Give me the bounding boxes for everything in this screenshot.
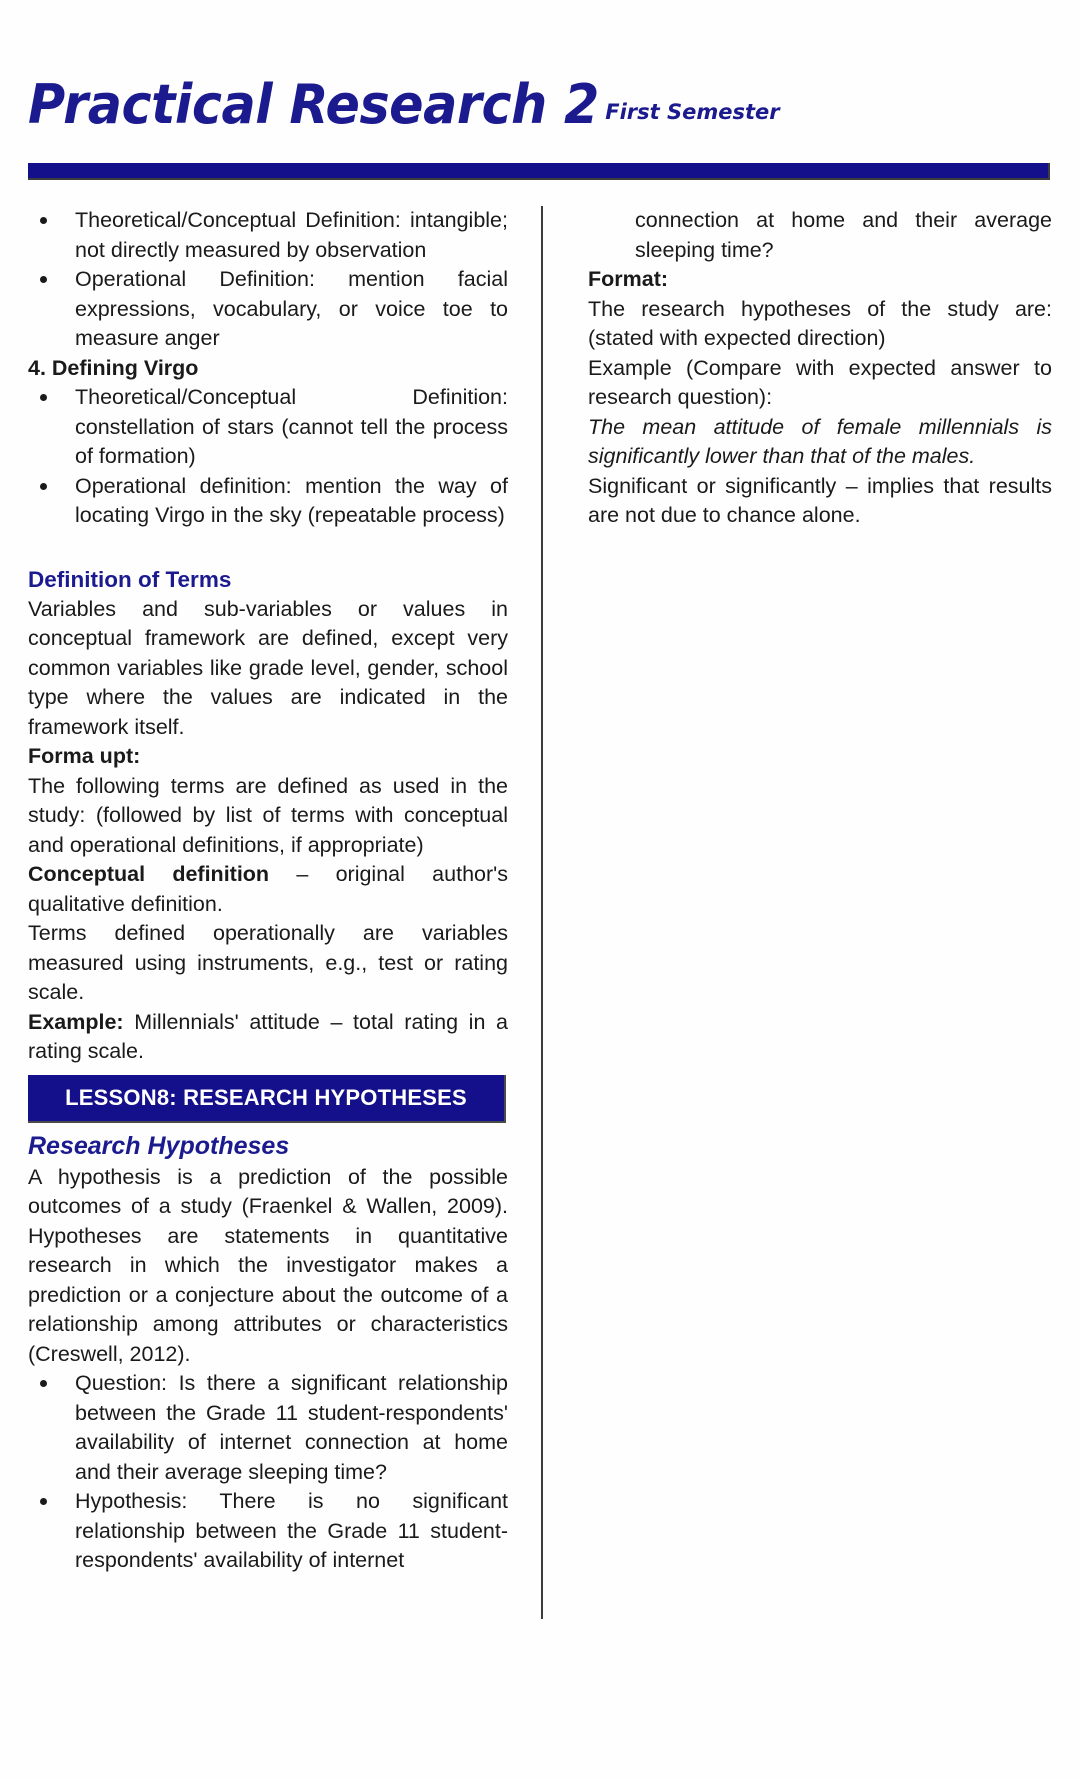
list-item [28, 472, 508, 531]
paragraph-definition-of-terms: Variables and sub-variables or values in conceptual framework are defined, except very common variables like grade level, gender, school type where the values are indicated in the framework itself. [28, 596, 508, 739]
paragraph-format-body: The following terms are defined as used in the study: (followed by list of terms with conceptual and operational definitions, if appropriate) [28, 773, 508, 857]
bullet-text: Theoretical/Conceptual Definition: constellation of stars (cannot tell the process of formation) [75, 385, 508, 468]
label-format: Forma upt: [28, 744, 141, 768]
text-example-rest: Millennials' attitude – total rating in a rating scale. [28, 1009, 508, 1063]
paragraph-continuation: connection at home and their average sleeping time? [635, 208, 1052, 262]
spacer [28, 531, 508, 565]
list-item [28, 206, 508, 265]
paragraph-format-right: The research hypotheses of the study are: (stated with expected direction) [588, 296, 1052, 350]
lesson-banner [28, 1075, 506, 1123]
bullet-text: Hypothesis: There is no significant relationship between the Grade 11 student-respondents' availability of internet [75, 1489, 508, 1572]
heading-defining-virgo: 4. Defining Virgo [28, 355, 199, 380]
bullet-dot-icon [40, 1498, 47, 1505]
bullet-text: Operational definition: mention the way of locating Virgo in the sky (repeatable process) [75, 473, 508, 527]
paragraph-conceptual-definition [28, 860, 508, 919]
lesson-banner-label: LESSON8: RESEARCH HYPOTHESES [65, 1084, 467, 1110]
paragraph-example [28, 1008, 508, 1067]
bullet-list-virgo [28, 383, 508, 531]
paragraph-operational-terms: Terms defined operationally are variables measured using instruments, e.g., test or rating scale. [28, 921, 508, 1004]
label-format-right: Format: [588, 267, 669, 291]
left-column [28, 206, 508, 1576]
section-heading-definition-of-terms: Definition of Terms [28, 566, 232, 592]
bullet-text: Question: Is there a significant relationship between the Grade 11 student-respondents' availability of internet connection at home and their average sleeping time? [75, 1371, 508, 1484]
bullet-dot-icon [40, 483, 47, 490]
bullet-dot-icon [40, 276, 47, 283]
bullet-text: Theoretical/Conceptual Definition: intangible; not directly measured by observation [75, 208, 508, 262]
bullet-list-question-hypothesis [28, 1369, 508, 1576]
section-heading-research-hypotheses: Research Hypotheses [28, 1131, 290, 1160]
paragraph-example-italic: The mean attitude of female millennials is significantly lower than that of the males. [588, 414, 1052, 468]
masthead [28, 73, 1052, 154]
list-item [28, 265, 508, 354]
list-item [28, 1487, 508, 1576]
bullet-dot-icon [40, 1380, 47, 1387]
paragraph-example-prompt: Example (Compare with expected answer to research question): [588, 355, 1052, 409]
list-item [28, 383, 508, 472]
two-column-body [0, 206, 1080, 1646]
column-divider [541, 206, 543, 1619]
bullet-list-definitions-top [28, 206, 508, 354]
masthead-subtitle: First Semester [605, 100, 780, 124]
paragraph-research-hypotheses: A hypothesis is a prediction of the possible outcomes of a study (Fraenkel & Wallen, 2009). Hypotheses are statements in quantitative research in which the investigator makes a prediction or a conjecture about the outcome of a relationship among attributes or characteristics (Creswell, 2012). [28, 1164, 508, 1366]
label-example: Example: [28, 1009, 124, 1034]
masthead-rule [28, 163, 1050, 180]
bullet-text: Operational Definition: mention facial expressions, vocabulary, or voice toe to measure anger [75, 267, 508, 350]
bullet-dot-icon [40, 394, 47, 401]
list-item [28, 1369, 508, 1487]
bullet-dot-icon [40, 217, 47, 224]
right-column [588, 206, 1052, 531]
label-conceptual-definition: Conceptual definition [28, 862, 270, 886]
page-title: Practical Research 2 [28, 73, 599, 136]
text-conceptual-rest: – original author's qualitative definition. [28, 862, 508, 916]
note-significant-red: Significant or significantly – implies that results are not due to chance alone. [588, 473, 1052, 527]
